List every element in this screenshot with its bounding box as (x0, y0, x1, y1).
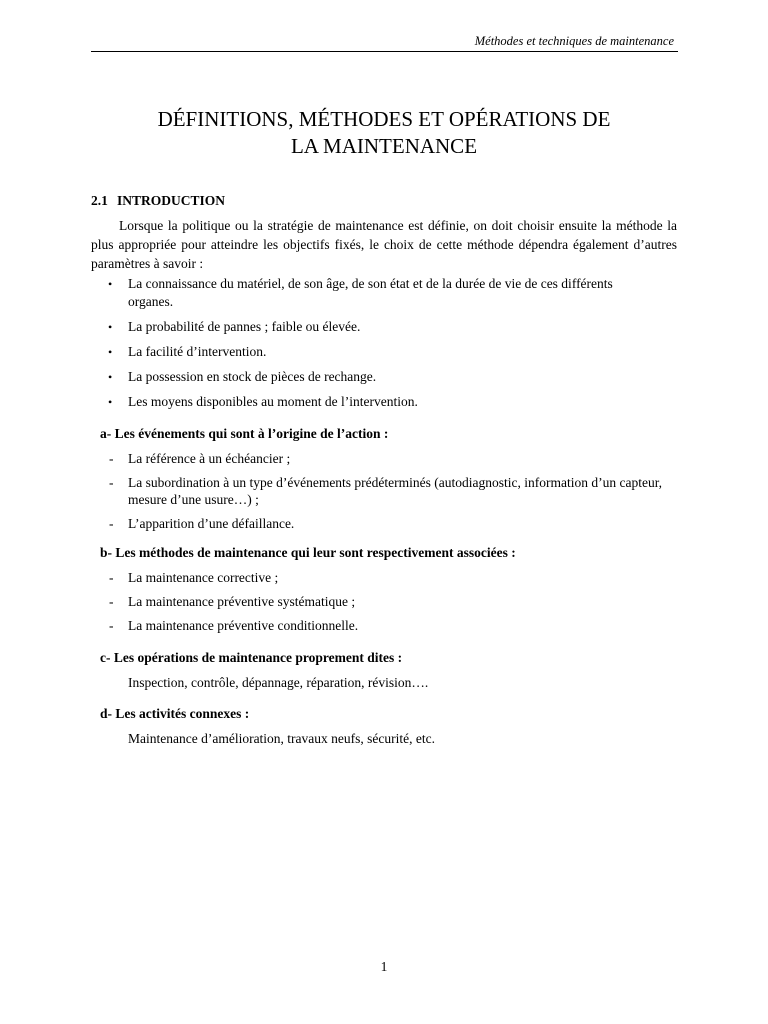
parameter-list (91, 275, 651, 418)
list-item-text: La facilité d’intervention. (128, 344, 267, 359)
running-header: Méthodes et techniques de maintenance (474, 34, 674, 48)
bullet-icon: • (108, 370, 113, 384)
subsection-b (100, 544, 680, 641)
section-title: INTRODUCTION (117, 193, 226, 208)
list-item-text: La subordination à un type d’événements prédéterminés (autodiagnostic, information d’un capteur, mesure d’une usure…) ; (128, 475, 663, 507)
subsection-d-text: Maintenance d’amélioration, travaux neufs, sécurité, etc. (128, 731, 435, 746)
subsection-d (100, 705, 680, 748)
list-item (91, 275, 651, 311)
bullet-icon: • (108, 345, 113, 359)
list-item (91, 318, 651, 336)
subsection-d-heading: d- Les activités connexes : (100, 706, 250, 721)
subsection-b-heading: b- Les méthodes de maintenance qui leur sont respectivement associées : (100, 545, 516, 560)
intro-paragraph: Lorsque la politique ou la stratégie de maintenance est définie, on doit choisir ensuite la méthode la plus appropriée pour atteindre les objectifs fixés, le choix de cette méthode dépendra également d’autres paramètres à savoir : (91, 218, 677, 271)
list-item (91, 368, 651, 386)
list-item-text: La maintenance préventive systématique ; (128, 594, 356, 609)
list-item (91, 343, 651, 361)
list-item (100, 617, 680, 634)
header-divider (91, 51, 678, 52)
list-item (100, 450, 680, 467)
dash-icon: - (109, 451, 114, 466)
list-item (100, 569, 680, 586)
section-number: 2.1 (91, 193, 108, 208)
list-item (100, 474, 680, 508)
page-title-line-2: LA MAINTENANCE (290, 134, 478, 158)
dash-icon: - (109, 570, 114, 585)
subsection-a-list (100, 450, 680, 532)
list-item-text: La maintenance préventive conditionnelle. (128, 618, 359, 633)
subsection-b-list (100, 569, 680, 634)
dash-icon: - (109, 475, 114, 490)
subsection-c (100, 649, 680, 692)
list-item-text: La maintenance corrective ; (128, 570, 279, 585)
list-item-text: La possession en stock de pièces de rechange. (128, 369, 377, 384)
page-title (90, 106, 678, 160)
list-item-text: La connaissance du matériel, de son âge, de son état et de la durée de vie de ces différents organes. (128, 276, 613, 309)
section-heading (91, 193, 225, 209)
dash-icon: - (109, 594, 114, 609)
bullet-icon: • (108, 277, 113, 291)
dash-icon: - (109, 618, 114, 633)
bullet-icon: • (108, 320, 113, 334)
list-item-text: Les moyens disponibles au moment de l’intervention. (128, 394, 418, 409)
list-item-text: L’apparition d’une défaillance. (128, 516, 295, 531)
bullet-icon: • (108, 395, 113, 409)
subsection-c-text: Inspection, contrôle, dépannage, réparation, révision…. (128, 675, 429, 690)
subsection-a (100, 425, 680, 539)
list-item (100, 593, 680, 610)
list-item (100, 515, 680, 532)
page-title-line-1: DÉFINITIONS, MÉTHODES ET OPÉRATIONS DE (157, 107, 611, 131)
subsection-c-heading: c- Les opérations de maintenance proprement dites : (100, 650, 403, 665)
list-item-text: La référence à un échéancier ; (128, 451, 291, 466)
page-number: 1 (380, 959, 388, 974)
list-item-text: La probabilité de pannes ; faible ou élevée. (128, 319, 361, 334)
list-item (91, 393, 651, 411)
dash-icon: - (109, 516, 114, 531)
subsection-a-heading: a- Les événements qui sont à l’origine de l’action : (100, 426, 389, 441)
